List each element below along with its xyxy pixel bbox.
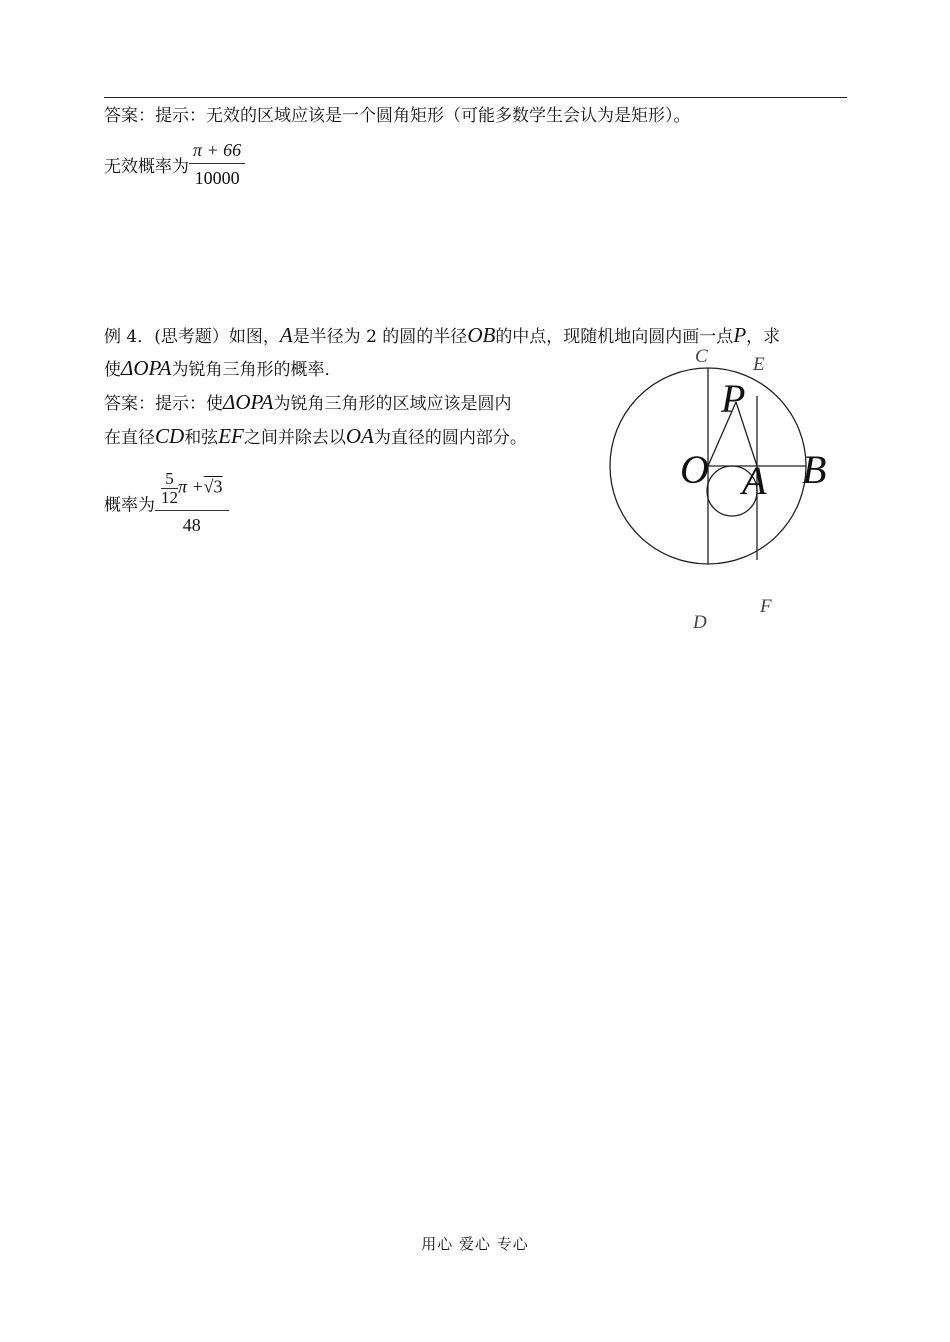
page-footer: 用心 爱心 专心 — [421, 1235, 529, 1253]
label-F: F — [760, 596, 772, 617]
ex4-ans-text3: 在直径 — [104, 428, 155, 448]
ex4-ans-text2: 为锐角三角形的区域应该是圆内 — [273, 394, 512, 414]
ex4-ans-OPA: ΔOPA — [223, 390, 274, 414]
ex4-denominator: 48 — [182, 515, 201, 535]
ex4-A: A — [279, 323, 293, 347]
label-B: B — [802, 447, 827, 492]
ex4-ans-text6: 为直径的圆内部分。 — [373, 428, 527, 448]
geometry-figure — [580, 340, 840, 640]
example4-line2 — [104, 356, 341, 382]
ex4-text1: 例 4．(思考题）如图， — [104, 327, 280, 347]
example4-probability — [104, 470, 229, 536]
label-C: C — [695, 346, 708, 367]
example4-answer-line1 — [104, 390, 511, 416]
ex4-pi-plus: π + — [178, 476, 204, 497]
answer1-fraction — [189, 140, 245, 189]
header-rule — [104, 97, 847, 98]
answer1-probability — [104, 140, 245, 189]
label-E: E — [753, 354, 765, 375]
answer1-prob-label: 无效概率为 — [104, 157, 189, 177]
ex4-text6: 为锐角三角形的概率． — [171, 360, 342, 380]
ex4-prob-label: 概率为 — [104, 495, 155, 516]
ex4-OA: OA — [345, 424, 374, 448]
ex4-ans-text5: 之间并除去以 — [243, 428, 346, 448]
label-O: O — [680, 447, 709, 492]
ex4-text4: ，求 — [746, 327, 781, 347]
ex4-P: P — [733, 323, 747, 347]
example4-answer-line2 — [104, 424, 527, 450]
answer1-line: 答案：提示：无效的区域应该是一个圆角矩形（可能多数学生会认为是矩形）。 — [104, 106, 691, 126]
label-A: A — [742, 458, 767, 503]
ex4-inner-num: 5 — [161, 470, 178, 489]
ex4-EF: EF — [218, 424, 244, 448]
label-P: P — [721, 376, 746, 421]
ex4-fraction — [155, 470, 229, 536]
label-D: D — [693, 612, 707, 633]
ex4-text2: 是半径为 2 的圆的半径 — [292, 327, 468, 347]
ex4-text3: 的中点，现随机地向圆内画一点 — [495, 327, 734, 347]
ex4-numerator — [155, 470, 229, 511]
ex4-OPA: ΔOPA — [121, 356, 172, 380]
answer1-numerator: π + 66 — [189, 140, 245, 164]
ex4-sqrt3: √3 — [203, 476, 223, 497]
ex4-inner-fraction — [161, 470, 178, 507]
ex4-text5: 使 — [104, 360, 121, 380]
ex4-ans-text4: 和弦 — [184, 428, 219, 448]
ex4-OB: OB — [467, 323, 496, 347]
ex4-ans-text1: 答案：提示：使 — [104, 394, 223, 414]
answer1-denominator: 10000 — [194, 168, 240, 188]
ex4-CD: CD — [155, 424, 185, 448]
ex4-inner-den: 12 — [161, 488, 178, 507]
